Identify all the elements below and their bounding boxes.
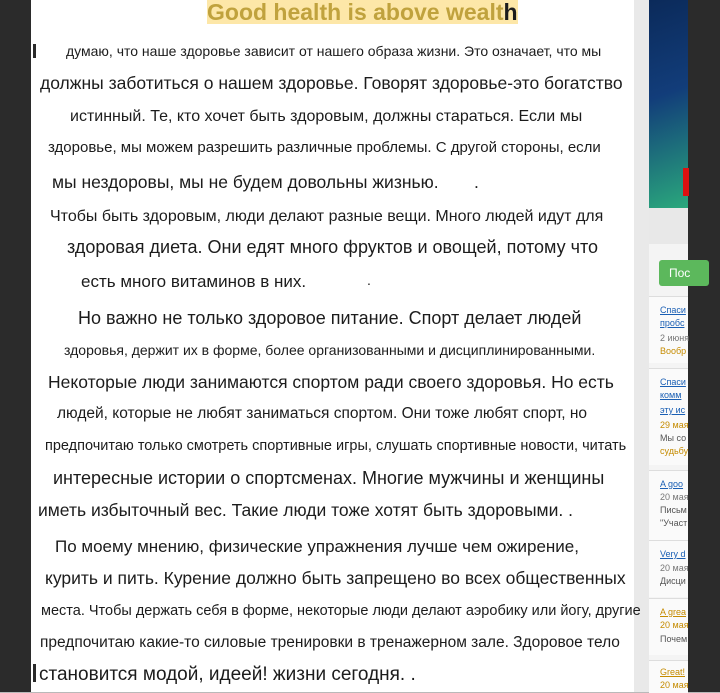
sidebar-entry-link[interactable]: пробс (660, 318, 685, 328)
article-line: думаю, что наше здоровье зависит от нашего образа жизни. Это означает, что мы (66, 43, 602, 59)
article-line: здоровая диета. Они едят много фруктов и овощей, потому что (67, 237, 598, 257)
sidebar-entry-date: 20 мая (660, 680, 689, 690)
article-line: здоровье, мы можем разрешить различные проблемы. С другой стороны, если (48, 139, 601, 156)
sidebar-entry (649, 660, 688, 693)
article-line: Некоторые люди занимаются спортом ради своего здоровья. Но есть (48, 372, 614, 392)
sidebar-entry-link[interactable]: Спаси (660, 305, 686, 315)
article-line: становится модой, идеей! жизни сегодня. . (39, 664, 416, 685)
article-title (207, 0, 518, 24)
article-line: должны заботиться о нашем здоровье. Говорят здоровье-это богатство (40, 73, 623, 93)
sidebar-tab-label: Пос (669, 266, 691, 280)
sidebar-entry (649, 540, 688, 597)
sidebar-entry-link[interactable]: комм (660, 390, 682, 400)
sidebar-entry-date: 20 мая (660, 492, 689, 502)
sidebar-entry-date: 20 мая (660, 563, 689, 573)
sidebar-entry-link[interactable]: Спаси (660, 377, 686, 387)
sidebar-entry-link[interactable]: Great! (660, 667, 686, 677)
article-line: есть много витаминов в них. (81, 272, 307, 291)
sidebar-entry-date: 2 июня (660, 333, 690, 343)
article-title-text: Good health is above wealt (207, 0, 504, 25)
right-dark-margin (688, 0, 720, 692)
sidebar-entry-meta: Дисци (660, 576, 686, 586)
article-line: предпочитаю только смотреть спортивные игры, слушать спортивные новости, читать (45, 438, 627, 454)
left-dark-margin (0, 0, 31, 692)
sidebar-entry (649, 470, 688, 541)
article-line: места. Чтобы держать себя в форме, некоторые люди делают аэробику или йогу, другие (41, 603, 641, 619)
stray-dot: . (367, 272, 371, 288)
sidebar-entry-link[interactable]: Very d (660, 549, 686, 559)
sidebar-entry-meta: "Участ (660, 518, 688, 528)
sidebar-entry-link[interactable]: эту ис (660, 405, 686, 415)
sidebar-entry-link[interactable]: A grea (660, 607, 687, 617)
sidebar-entry-meta: Письм (660, 505, 687, 515)
stray-dot: . (474, 172, 479, 192)
sidebar-entry-meta: Вообр (660, 346, 687, 356)
article-line: интересные истории о спортсменах. Многие мужчины и женщины (53, 468, 605, 488)
stray-mark (33, 664, 36, 682)
article-line: мы нездоровы, мы не будем довольны жизнью. (52, 172, 439, 192)
article-line: Чтобы быть здоровым, люди делают разные вещи. Много людей идут для (50, 208, 604, 225)
article-line: курить и пить. Курение должно быть запрещено во всех общественных (45, 568, 626, 588)
article-line: людей, которые не любят заниматься спортом. Они тоже любят спорт, но (57, 405, 588, 422)
sidebar-entry-meta: Мы со (660, 433, 687, 443)
article-line: истинный. Те, кто хочет быть здоровым, должны стараться. Если мы (70, 108, 583, 125)
sidebar-entry-date: 20 мая (660, 620, 689, 630)
sidebar-entry-meta: судьбу (660, 446, 689, 456)
article-line: По моему мнению, физические упражнения лучше чем ожирение, (55, 537, 579, 556)
sidebar (649, 0, 691, 692)
article-line: иметь избыточный вес. Такие люди тоже хотят быть здоровыми. . (38, 500, 573, 520)
sidebar-entry-date: 29 мая (660, 420, 689, 430)
banner-red-accent (683, 168, 689, 196)
sidebar-entry (649, 296, 688, 363)
sidebar-entry (649, 598, 688, 655)
sidebar-tab-posts[interactable] (659, 260, 709, 286)
article-line: Но важно не только здоровое питание. Спорт делает людей (78, 308, 582, 328)
article-line: предпочитаю какие-то силовые тренировки в тренажерном зале. Здоровое тело (40, 634, 620, 651)
sidebar-entry (649, 368, 688, 465)
sidebar-banner-ad[interactable] (649, 0, 688, 209)
stray-mark (33, 44, 36, 58)
article-line: здоровья, держит их в форме, более организованными и дисциплинированными. (64, 342, 596, 358)
sidebar-entry-meta: Почем (660, 634, 688, 644)
article-title-tail: h (503, 0, 518, 25)
sidebar-gap (649, 208, 688, 244)
sidebar-entry-link[interactable]: A goo (660, 479, 684, 489)
translation-overlay (31, 0, 641, 692)
